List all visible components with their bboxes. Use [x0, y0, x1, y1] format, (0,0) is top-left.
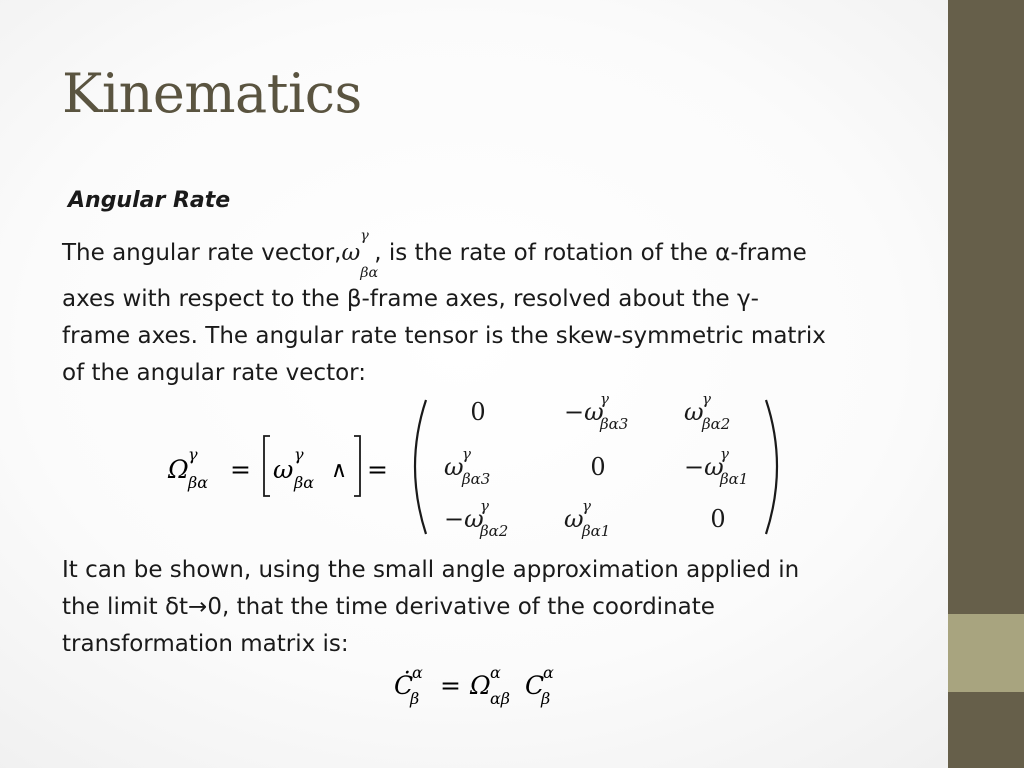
- matrix-cell-1-1: 0: [470, 398, 486, 426]
- wedge-operator: ∧: [331, 458, 348, 483]
- matrix-cell-3-2-sup: γ: [582, 497, 591, 515]
- matrix-cell-1-3-sub: βα2: [702, 415, 731, 433]
- svg-text:β: β: [410, 689, 420, 708]
- svg-text:βα: βα: [188, 473, 209, 492]
- matrix-cells: [444, 392, 748, 540]
- slide-subtitle: Angular Rate: [68, 188, 231, 213]
- svg-text:β: β: [541, 689, 551, 708]
- paragraph-2-line-1: It can be shown, using the small angle approximation applied in: [62, 557, 800, 583]
- svg-text:α: α: [412, 663, 423, 682]
- matrix-cell-2-1-base: ω: [444, 453, 464, 481]
- matrix-cell-1-3-sup: γ: [702, 392, 711, 408]
- matrix-cell-1-3-base: ω: [684, 398, 704, 426]
- svg-text:βα: βα: [294, 473, 315, 492]
- paragraph-1-line-3: frame axes. The angular rate tensor is the skew-symmetric matrix: [62, 323, 826, 349]
- matrix-cell-2-1-sub: βα3: [462, 470, 491, 488]
- paragraph-1-line-2: axes with respect to the β-frame axes, resolved about the γ-: [62, 286, 759, 312]
- matrix-cell-3-1-base: −ω: [444, 505, 484, 533]
- svg-text:α: α: [490, 663, 501, 682]
- matrix-cell-2-3-sup: γ: [720, 445, 729, 463]
- matrix-cell-3-2-base: ω: [564, 505, 584, 533]
- left-square-bracket: [264, 436, 270, 496]
- right-parenthesis: [766, 400, 777, 534]
- paragraph-2-line-3: transformation matrix is:: [62, 631, 349, 657]
- slide-title: Kinematics: [62, 62, 362, 125]
- matrix-cell-1-2-sub: βα3: [600, 415, 629, 433]
- c-dot-symbol: Ċ: [394, 671, 414, 700]
- equals-sign-3: =: [440, 671, 461, 700]
- svg-text:γ: γ: [188, 445, 198, 464]
- svg-text:αβ: αβ: [490, 689, 511, 708]
- dcm-derivative-equation: [380, 662, 600, 712]
- svg-text:α: α: [543, 663, 554, 682]
- matrix-cell-3-1-sub: βα2: [480, 522, 509, 540]
- paragraph-1-line-4: of the angular rate vector:: [62, 360, 366, 386]
- matrix-cell-2-3-base: −ω: [684, 453, 724, 481]
- matrix-cell-1-2-sup: γ: [600, 392, 609, 408]
- equals-sign: =: [230, 455, 251, 484]
- omega-symbol: ω γ βα: [341, 227, 379, 281]
- matrix-cell-1-2-base: −ω: [564, 398, 604, 426]
- sidebar-accent-band: [948, 614, 1024, 692]
- angular-rate-tensor-equation: [0, 392, 948, 542]
- omega-tensor-symbol: Ω: [168, 455, 189, 484]
- paragraph-2-line-2: the limit δt→0, that the time derivative of the coordinate: [62, 594, 715, 620]
- paragraph-1-line-1: The angular rate vector,ω γ βα , is the rate of rotation of the α-frame: [62, 227, 807, 281]
- left-parenthesis: [415, 400, 426, 534]
- right-square-bracket: [354, 436, 360, 496]
- c-symbol: C: [525, 671, 545, 700]
- matrix-cell-2-1-sup: γ: [462, 445, 471, 463]
- matrix-cell-2-2: 0: [590, 453, 606, 481]
- equals-sign-2: =: [367, 455, 388, 484]
- matrix-cell-2-3-sub: βα1: [720, 470, 749, 488]
- matrix-cell-3-2-sub: βα1: [582, 522, 611, 540]
- omega-vector-symbol: ω: [273, 455, 294, 484]
- matrix-cell-3-3: 0: [710, 505, 726, 533]
- svg-text:γ: γ: [294, 445, 304, 464]
- matrix-cell-3-1-sup: γ: [480, 497, 489, 515]
- omega-alpha-beta-symbol: Ω: [470, 671, 491, 700]
